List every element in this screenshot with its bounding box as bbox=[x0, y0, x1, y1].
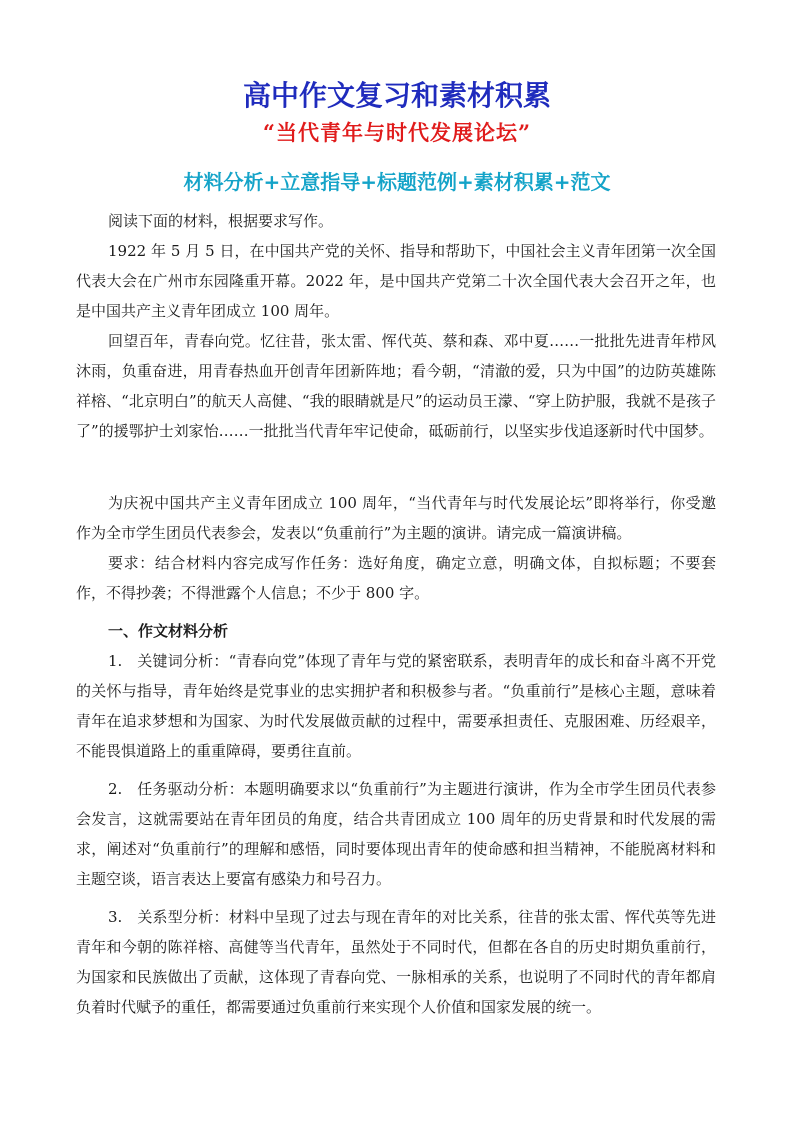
document-subtitle: “当代青年与时代发展论坛” bbox=[262, 120, 532, 145]
analysis-item-2: 2. 任务驱动分析：本题明确要求以“负重前行”为主题进行演讲，作为全市学生团员代表参会发言，这就需要站在青年团员的角度，结合共青团成立 100 周年的历史背景和时代发展的需求，阐述对“负重前行”的理解和感悟，同时要体现出青年的使命感和担当精神，不能脱离材料和主题空谈，语言表达上要富有感染力和号召力。 bbox=[76, 780, 716, 888]
material-paragraph-2: 回望百年，青春向党。忆往昔，张太雷、恽代英、蔡和森、邓中夏……一批批先进青年栉风沐雨，负重奋进，用青春热血开创青年团新阵地；看今朝，“清澈的爱，只为中国”的边防英雄陈祥榕、“北京明白”的航天人高健、“我的眼睛就是尺”的运动员王濛、“穿上防护服，我就不是孩子了”的援鄂护士刘家怡……一批批当代青年牢记使命，砥砺前行，以坚实步伐追逐新时代中国梦。 bbox=[76, 332, 716, 440]
document-title: 高中作文复习和素材积累 bbox=[242, 79, 551, 112]
material-paragraph-1: 1922 年 5 月 5 日，在中国共产党的关怀、指导和帮助下，中国社会主义青年团第一次全国代表大会在广州市东园隆重开幕。2022 年，是中国共产党第二十次全国代表大会召开之年，也是中国共产主义青年团成立 100 周年。 bbox=[76, 242, 716, 320]
task-paragraph: 为庆祝中国共产主义青年团成立 100 周年，“当代青年与时代发展论坛”即将举行，你受邀作为全市学生团员代表参会，发表以“负重前行”为主题的演讲。请完成一篇演讲稿。 bbox=[76, 494, 716, 542]
requirements-paragraph: 要求：结合材料内容完成写作任务：选好角度，确定立意，明确文体，自拟标题；不要套作，不得抄袭；不得泄露个人信息；不少于 800 字。 bbox=[76, 554, 716, 602]
document-tagline: 材料分析+立意指导+标题范例+素材积累+范文 bbox=[183, 170, 611, 194]
analysis-item-1: 1. 关键词分析：“青春向党”体现了青年与党的紧密联系，表明青年的成长和奋斗离不开党的关怀与指导，青年始终是党事业的忠实拥护者和积极参与者。“负重前行”是核心主题，意味着青年在追求梦想和为国家、为时代发展做贡献的过程中，需要承担责任、克服困难、历经艰辛，不能畏惧道路上的重重障碍，要勇往直前。 bbox=[76, 652, 716, 760]
instruction-paragraph: 阅读下面的材料，根据要求写作。 bbox=[108, 212, 334, 230]
analysis-item-3: 3. 关系型分析：材料中呈现了过去与现在青年的对比关系，往昔的张太雷、恽代英等先进青年和今朝的陈祥榕、高健等当代青年，虽然处于不同时代，但都在各自的历史时期负重前行，为国家和民族做出了贡献，这体现了青春向党、一脉相承的关系，也说明了不同时代的青年都肩负着时代赋予的重任，都需要通过负重前行来实现个人价值和国家发展的统一。 bbox=[76, 908, 716, 1016]
section-heading: 一、作文材料分析 bbox=[108, 622, 229, 640]
